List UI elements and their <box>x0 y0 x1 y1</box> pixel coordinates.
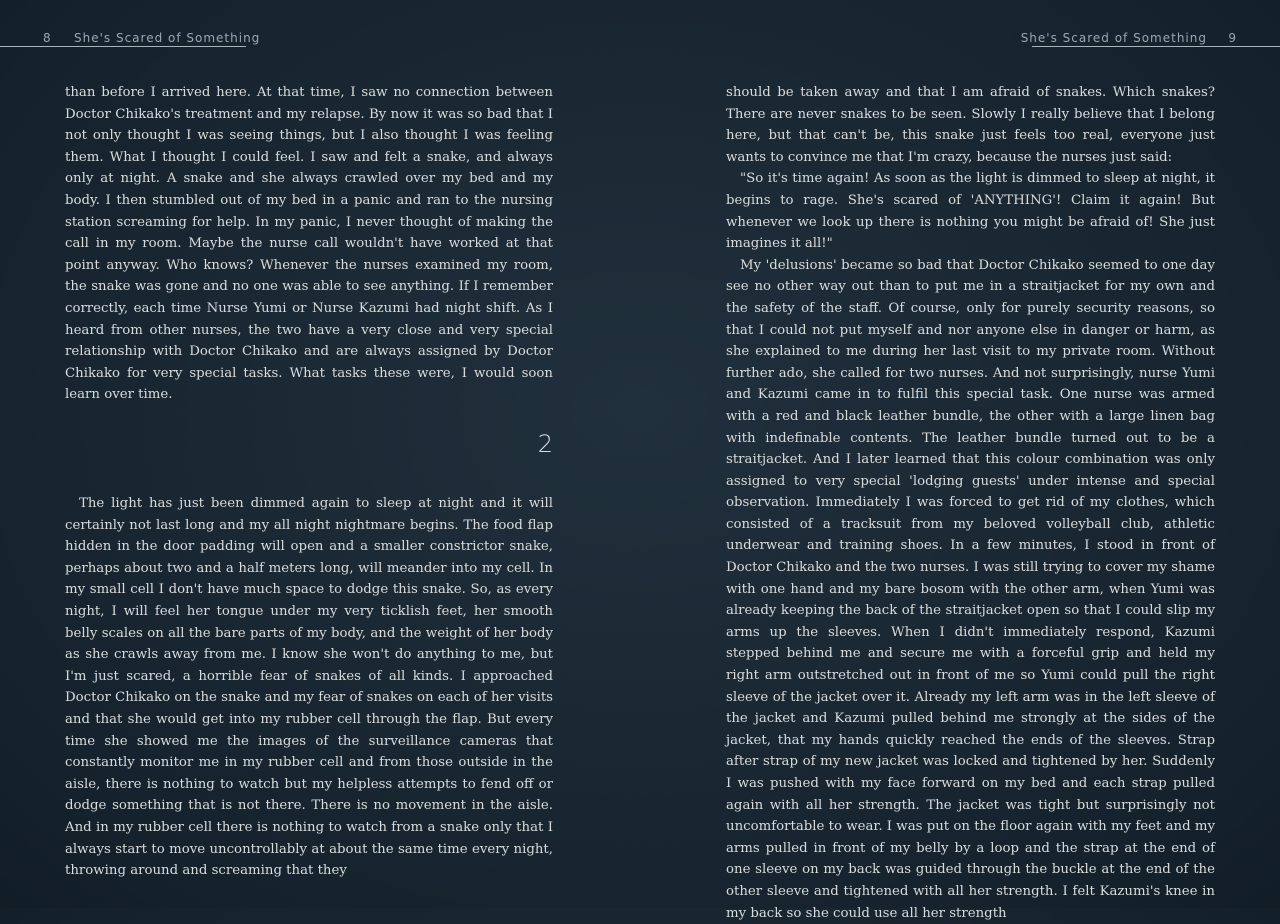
right-paragraph-3: My 'delusions' became so bad that Doctor Chikako seemed to one day see no other way out than to put me in a straitjacket for my own and the safety of the staff. Of course, only for purely security reasons, so that I could not put myself and nor anyone else in danger or harm, as she explained to me during her last visit to my private room. Without further ado, she called for two nurses. And not surprisingly, nurse Yumi and Kazumi came in to fulfil this special task. One nurse was armed with a red and black leather bundle, the other with a large linen bag with indefinable contents. The leather bundle turned out to be a straitjacket. And I later learned that this colour combination was only assigned to very special 'lodging guests' under intense and special observation. Immediately I was forced to get rid of my clothes, which consisted of a tracksuit from my beloved volleyball club, athletic underwear and training shoes. In a few minutes, I stood in front of Doctor Chikako and the two nurses. I was still trying to cover my shame with one hand and my bare bosom with the other arm, when Yumi was already keeping the back of the straitjacket open so that I could slip my arms up the sleeves. When I didn't immediately respond, Kazumi stepped behind me and secure me with a forceful grip and held my right arm outstretched out in front of me so Yumi could pull the right sleeve of the jacket over it. Already my left arm was in the left sleeve of the jacket and Kazumi pulled behind me strongly at the sides of the jacket, that my hands quickly reached the ends of the sleeves. Strap after strap of my new jacket was locked and tightened by her. Suddenly I was pushed with my face forward on my bed and each strap pulled again with all her strength. The jacket was tight but surprisingly not uncomfortable to wear. I was put on the floor again with my feet and my arms pulled in front of my belly by a loop and the strap at the end of one sleeve on my back was guided through the buckle at the end of the other sleeve and tightened with all her strength. I felt Kazumi's knee in my back so she could use all her strength <box>726 257 1215 921</box>
left-text-block-2 <box>65 493 553 882</box>
right-page-header <box>1021 31 1237 45</box>
right-running-title: She's Scared of Something <box>1020 31 1207 45</box>
left-text-block-1 <box>65 82 553 406</box>
right-page <box>640 0 1280 921</box>
left-page <box>0 0 640 908</box>
left-page-number: 8 <box>43 31 52 45</box>
left-page-header <box>43 31 260 45</box>
left-paragraph-2: The light has just been dimmed again to sleep at night and it will certainly not last long and my all night nightmare begins. The food flap hidden in the door padding will open and a smaller constrictor snake, perhaps about two and a half meters long, will meander into my cell. In my small cell I don't have much space to dodge this snake. So, as every night, I will feel her tongue under my very ticklish feet, her smooth belly scales on all the bare parts of my body, and the weight of her body as she crawls away from me. I know she won't do anything to me, but I'm just scared, a horrible fear of snakes of all kinds. I approached Doctor Chikako on the snake and my fear of snakes on each of her visits and that she would get into my rubber cell through the flap. But every time she showed me the images of the surveillance cameras that constantly monitor me in my rubber cell and from those outside in the aisle, there is nothing to watch but my helpless attempts to fend off or dodge something that is not there. There is no movement in the aisle. And in my rubber cell there is nothing to watch from a snake only that I always start to move uncontrollably at about the same time every night, throwing around and screaming that they <box>65 496 553 879</box>
right-paragraph-2: "So it's time again! As soon as the light is dimmed to sleep at night, it begins to rage. She's scared of 'ANYTHING'! Claim it again! But whenever we look up there is nothing you might be afraid of! She just imagines it all!" <box>726 171 1215 252</box>
right-text-block <box>726 82 1215 924</box>
chapter-number: 2 <box>537 430 553 458</box>
right-page-number: 9 <box>1228 31 1237 45</box>
left-header-rule <box>0 46 246 47</box>
right-header-rule <box>1032 46 1280 47</box>
right-paragraph-1: should be taken away and that I am afraid of snakes. Which snakes? There are never snakes to be seen. Slowly I really believe that I belong here, but that can't be, this snake just feels too real, everyone just wants to convince me that I'm crazy, because the nurses just said: <box>726 85 1215 165</box>
left-paragraph-1: than before I arrived here. At that time, I saw no connection between Doctor Chikako's treatment and my relapse. By now it was so bad that I not only thought I was seeing things, but I also thought I was feeling them. What I thought I could feel. I saw and felt a snake, and always only at night. A snake and she always crawled over my bed and my body. I then stumbled out of my bed in a panic and ran to the nursing station screaming for help. In my panic, I never thought of making the call in my room. Maybe the nurse call wouldn't have worked at that point anyway. Who knows? Whenever the nurses examined my room, the snake was gone and no one was able to see anything. If I remember correctly, each time Nurse Yumi or Nurse Kazumi had night shift. As I heard from other nurses, the two have a very close and very special relationship with Doctor Chikako and are always assigned by Doctor Chikako for very special tasks. What tasks these were, I would soon learn over time. <box>65 85 553 403</box>
left-running-title: She's Scared of Something <box>74 31 261 45</box>
